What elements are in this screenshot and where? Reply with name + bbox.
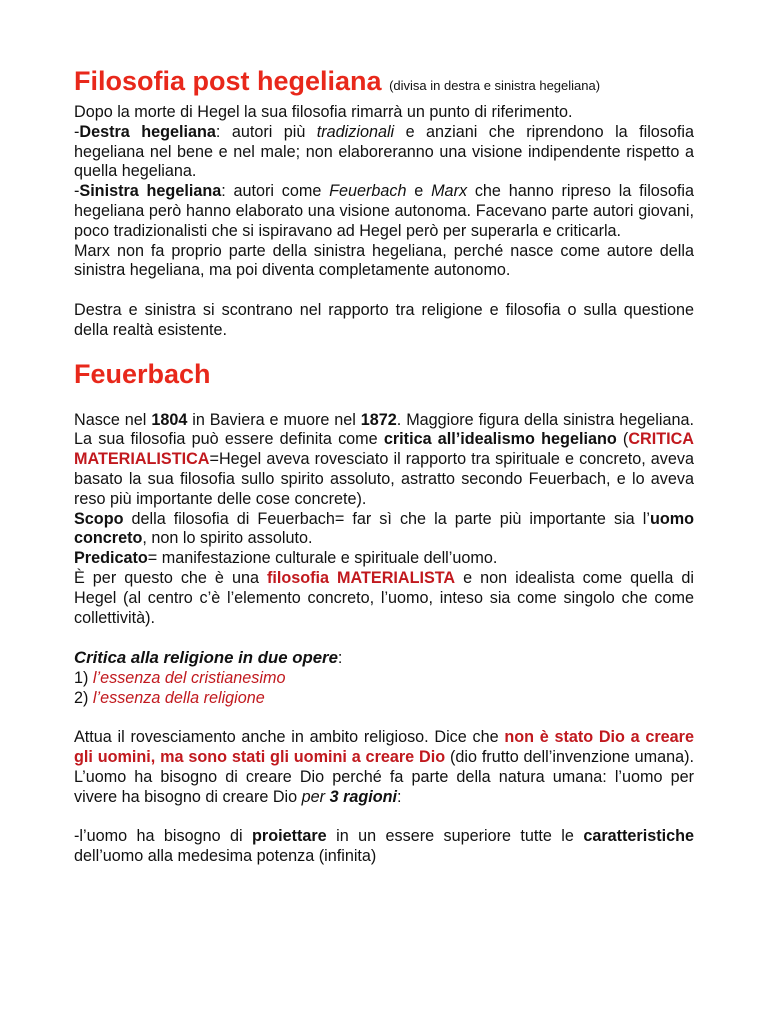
- text: = manifestazione culturale e spirituale dell’uomo.: [147, 549, 498, 568]
- marx-note-paragraph: Marx non fa proprio parte della sinistra hegeliana, perché nasce come autore della sinistra hegeliana, ma poi diventa completamente autonomo.: [74, 241, 694, 280]
- spacer: [74, 281, 694, 301]
- text: che hanno ripreso la filosofia hegeliana però hanno elaborato una visione autonoma. Facevano parte autori giovani, poco tradizionalisti che si ispiravano ad Hegel però per superarla e criticarla.: [74, 182, 695, 240]
- list-item: [74, 669, 694, 689]
- tre-ragioni: 3 ragioni: [329, 787, 398, 806]
- text: dell’uomo alla medesima potenza (infinita): [74, 847, 377, 866]
- text: : autori come: [221, 182, 330, 201]
- text: -l’uomo ha bisogno di: [74, 827, 253, 846]
- destra-hegeliana-paragraph: [74, 123, 694, 182]
- text: (: [616, 430, 629, 449]
- text: in un essere superiore tutte le: [326, 827, 584, 846]
- destra-label: Destra hegeliana: [79, 122, 216, 141]
- section-title-post-hegeliana: [74, 64, 694, 103]
- spacer: [74, 341, 694, 357]
- text: : autori più: [215, 122, 317, 141]
- spacer: [74, 808, 694, 828]
- spacer: [74, 628, 694, 648]
- scopo-paragraph: [74, 510, 694, 550]
- text: . Maggiore figura della sinistra hegeliana. La sua filosofia può essere definita come: [74, 410, 694, 449]
- opera-title: l’essenza del cristianesimo: [92, 668, 286, 687]
- text: (dio frutto dell’invenzione umana). L’uomo ha bisogno di creare Dio perché fa parte della natura umana: l’uomo per vivere ha bisogno di creare Dio: [74, 748, 694, 806]
- text: Attua il rovesciamento anche in ambito religioso. Dice che: [74, 728, 505, 747]
- materialista-paragraph: [74, 569, 694, 628]
- text: Nasce nel: [74, 410, 152, 429]
- text: :: [397, 787, 402, 806]
- proiettare-term: proiettare: [252, 827, 327, 846]
- predicato-paragraph: [74, 549, 694, 569]
- dash: -: [74, 122, 80, 141]
- intro-paragraph: Dopo la morte di Hegel la sua filosofia rimarrà un punto di riferimento.: [74, 103, 573, 121]
- predicato-label: Predicato: [74, 549, 148, 568]
- spacer: [74, 709, 694, 729]
- document-page: [74, 64, 694, 867]
- critica-idealismo: critica all’idealismo hegeliano: [383, 430, 617, 449]
- caratteristiche-term: caratteristiche: [583, 827, 694, 846]
- filosofia-materialista: filosofia MATERIALISTA: [266, 568, 456, 587]
- text: :: [337, 649, 343, 668]
- text: e: [406, 182, 432, 201]
- text: della filosofia di Feuerbach= far sì che la parte più importante sia l’: [123, 509, 650, 528]
- list-number: 2): [74, 688, 93, 707]
- spacer: [74, 391, 694, 411]
- birth-year: 1804: [151, 410, 188, 429]
- bio-paragraph: [74, 411, 694, 510]
- text: in Baviera e muore nel: [187, 410, 361, 429]
- critica-religione-title: Critica alla religione in due opere: [74, 648, 338, 668]
- scopo-label: Scopo: [74, 509, 124, 528]
- text: , non lo spirito assoluto.: [142, 529, 313, 548]
- rovesciamento-highlight: non è stato Dio a creare gli uomini, ma sono stati gli uomini a creare Dio: [74, 728, 694, 767]
- rovesciamento-paragraph: [74, 728, 694, 807]
- proiettare-paragraph: [74, 827, 694, 867]
- text: e non idealista come quella di Hegel (al centro c’è l’elemento concreto, l’uomo, inteso sia come singolo che come collettività).: [74, 568, 694, 627]
- uomo-concreto: uomo concreto: [74, 509, 694, 548]
- feuerbach-name: Feuerbach: [329, 182, 407, 201]
- marx-name: Marx: [431, 182, 468, 201]
- title-subtitle: (divisa in destra e sinistra hegeliana): [389, 78, 601, 93]
- per-word: per: [301, 787, 326, 806]
- death-year: 1872: [360, 410, 397, 429]
- text: =Hegel aveva rovesciato il rapporto tra spirituale e concreto, aveva basato la sua filosofia sullo spirito assoluto, astratto secondo Feuerbach, e lo aveva reso più importante delle cose concrete).: [74, 450, 694, 508]
- list-number: 1): [74, 668, 93, 687]
- dash: -: [74, 182, 80, 201]
- text: È per questo che è una: [74, 568, 267, 587]
- tradizionali-term: tradizionali: [316, 122, 395, 141]
- scontro-paragraph: Destra e sinistra si scontrano nel rapporto tra religione e filosofia o sulla questione della realtà esistente.: [74, 300, 694, 339]
- opera-title: l’essenza della religione: [92, 688, 265, 707]
- list-item: [74, 689, 694, 709]
- section-title-feuerbach: Feuerbach: [74, 358, 211, 389]
- sinistra-label: Sinistra hegeliana: [79, 182, 222, 201]
- critica-religione-heading: [74, 648, 694, 669]
- text: e anziani che riprendono la filosofia hegeliana nel bene e nel male; non elaboreranno una visione indipendente rispetto a quella hegeliana.: [74, 122, 694, 181]
- title-text: Filosofia post hegeliana: [74, 66, 382, 96]
- critica-materialistica: CRITICA MATERIALISTICA: [74, 430, 694, 469]
- sinistra-hegeliana-paragraph: [74, 182, 694, 241]
